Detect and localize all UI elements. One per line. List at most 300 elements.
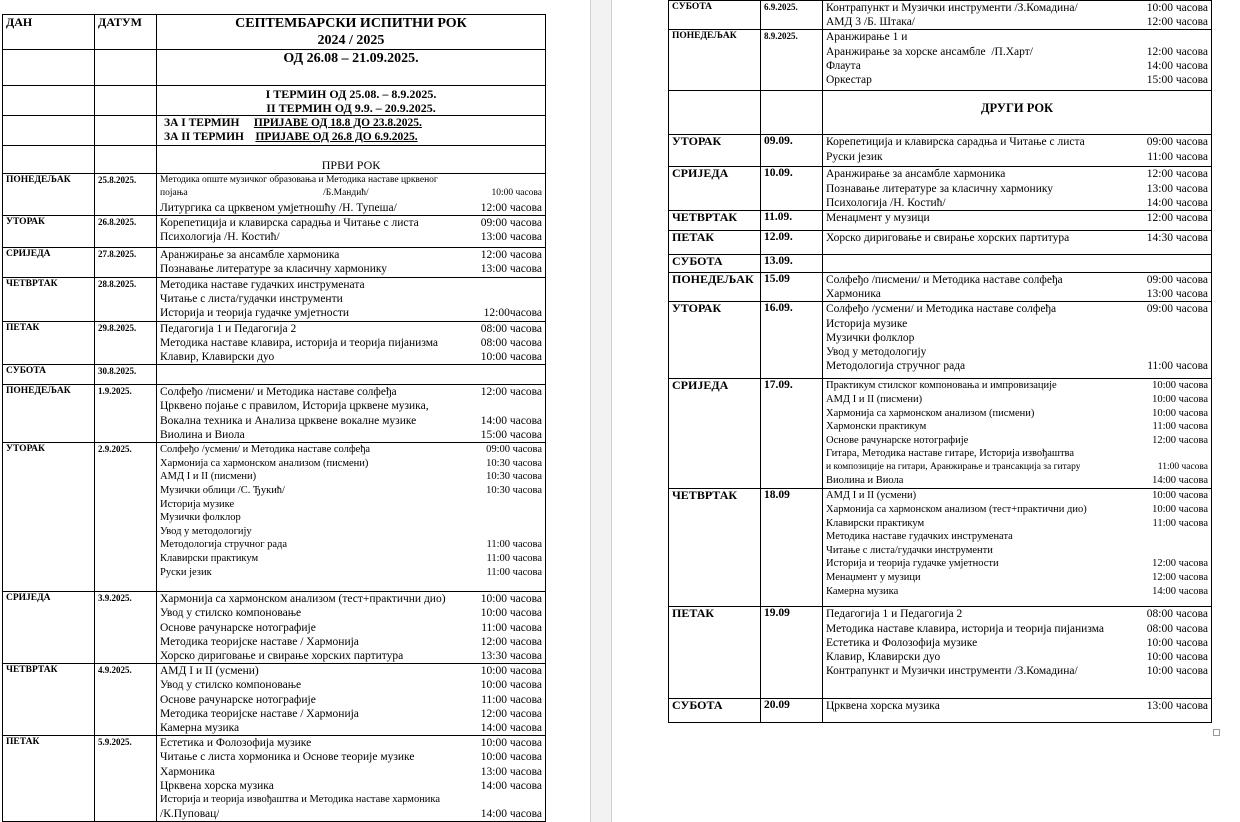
exams-cell xyxy=(157,592,546,664)
exam-time: 13:00 часова xyxy=(480,263,542,276)
exam-subject: Хармонски практикум xyxy=(826,421,927,433)
date-cell: 6.9.2025. xyxy=(761,1,823,30)
date-cell: 5.9.2025. xyxy=(95,736,157,822)
day-cell: ПЕТАК xyxy=(3,321,95,365)
day-cell: УТОРАК xyxy=(3,216,95,248)
exam-entry xyxy=(826,359,1208,373)
registration-term-1: ЗА I ТЕРМИН ПРИЈАВЕ ОД 18.8 ДО 23.8.2025. xyxy=(164,117,422,129)
exam-time: 10:00 часова xyxy=(1152,394,1208,406)
exam-subject: АМД I и II (писмени) xyxy=(826,394,923,406)
exam-entry xyxy=(160,414,542,428)
exam-entry xyxy=(826,59,1208,73)
exam-subject: АМД I и II (усмени) xyxy=(160,665,259,678)
date-cell: 19.09 xyxy=(761,607,823,699)
exam-entry xyxy=(160,693,542,707)
exam-entry xyxy=(160,621,542,635)
exam-entry xyxy=(160,385,542,399)
exam-time: 15:00 часова xyxy=(1146,74,1208,87)
date-cell: 2.9.2025. xyxy=(95,443,157,592)
exam-time: 11:00 часова xyxy=(486,552,542,564)
schedule-row xyxy=(669,302,1212,379)
exam-subject: Клавир, Клавирски дуо xyxy=(826,651,941,664)
exam-subject: Увод у методологију xyxy=(160,525,252,537)
exam-subject: Основе рачунарске нотографије xyxy=(160,621,316,634)
date-cell: 30.8.2025. xyxy=(95,365,157,385)
exam-time: 10:00 часова xyxy=(480,737,542,750)
exam-subject: Основе рачунарске нотографије xyxy=(160,693,316,706)
date-cell: 26.8.2025. xyxy=(95,216,157,248)
day-cell: ПОНЕДЕЉАК xyxy=(3,174,95,216)
exams-cell xyxy=(823,30,1212,91)
exam-entry xyxy=(826,434,1208,448)
exam-subject: Увод у стилско компоновање xyxy=(160,679,302,692)
exam-subject: Музички облици /С. Ђукић/ xyxy=(160,485,285,497)
date-cell: 20.09 xyxy=(761,699,823,723)
exam-time: 10:00 часова xyxy=(1146,651,1208,664)
exam-time: 12:00 часова xyxy=(480,707,542,720)
exam-time: 12:00часова xyxy=(483,307,542,320)
exam-entry xyxy=(160,606,542,620)
exam-entry xyxy=(826,196,1208,210)
schedule-row xyxy=(669,211,1212,231)
exam-time: 11:00 часова xyxy=(1147,150,1208,163)
exam-time: 12:00 часова xyxy=(1152,571,1208,583)
exam-time: 10:00 часова xyxy=(480,593,542,606)
exam-subject: Клавир, Клавирски дуо xyxy=(160,351,275,364)
exam-entry xyxy=(160,457,542,471)
exam-subject: Литургика са црквеном умјетношћу /Н. Тупеша/ xyxy=(160,201,397,214)
date-cell: 15.09 xyxy=(761,273,823,302)
exams-cell xyxy=(823,255,1212,273)
first-term-label: ПРВИ РОК xyxy=(321,158,381,172)
registration-term-2: ЗА II ТЕРМИН ПРИЈАВЕ ОД 26.8 ДО 6.9.2025. xyxy=(164,131,418,143)
exam-time: 13:30 часова xyxy=(480,650,542,663)
exam-subject: Историја и теорија гудачке умјетности xyxy=(826,558,999,570)
exam-entry xyxy=(160,721,542,735)
exam-entry xyxy=(826,273,1208,287)
exam-time: 12:00 часова xyxy=(480,201,542,214)
exam-entry xyxy=(160,350,542,364)
exam-subject: Хармонија са хармонском анализом (тест+практични дио) xyxy=(160,593,446,606)
exam-entry xyxy=(160,765,542,779)
date-cell: 16.09. xyxy=(761,302,823,379)
exam-subject: Црквена хорска музика xyxy=(160,779,274,792)
exams-cell xyxy=(823,302,1212,379)
day-cell: СРИЈЕДА xyxy=(669,167,761,211)
exam-subject: Естетика и Фолозофија музике xyxy=(160,737,312,750)
exam-subject: Методика теоријске наставе / Хармонија xyxy=(160,635,359,648)
column-header-day: ДАН xyxy=(3,15,95,50)
date-cell: 27.8.2025. xyxy=(95,248,157,278)
date-cell: 8.9.2025. xyxy=(761,30,823,91)
exam-time: 15:00 часова xyxy=(480,428,542,441)
academic-year: 2024 / 2025 xyxy=(317,33,385,48)
exam-time: 12:00 часова xyxy=(1152,558,1208,570)
exam-subject: Вокална техника и Анализа црквене вокалне музике xyxy=(160,414,417,427)
exam-entry xyxy=(160,807,542,821)
column-header-date: ДАТУМ xyxy=(95,15,157,50)
exam-entry xyxy=(826,407,1208,421)
exam-entry xyxy=(160,538,542,552)
exam-time: 09:00 часова xyxy=(480,217,542,230)
schedule-row xyxy=(669,231,1212,255)
exam-time: 09:00 часова xyxy=(486,444,542,456)
schedule-row xyxy=(669,489,1212,607)
exams-cell xyxy=(157,216,546,248)
exam-entry xyxy=(160,511,542,525)
term-2: II ТЕРМИН ОД 9.9. – 20.9.2025. xyxy=(266,101,436,115)
exam-time: 11:00 часова xyxy=(1147,360,1208,373)
exam-entry xyxy=(160,592,542,606)
exam-time: 14:00 часова xyxy=(1146,59,1208,72)
exam-subject: Контрапункт и Музички инструменти /З.Комадина/ xyxy=(826,665,1078,678)
schedule-row xyxy=(3,664,546,736)
exam-subject: Читање с листа/гудачки инструменти xyxy=(826,544,993,556)
exam-time: 14:00 часова xyxy=(1152,585,1208,597)
exam-time: 12:00 часова xyxy=(480,386,542,399)
document-title: СЕПТЕМБАРСКИ ИСПИТНИ РОК xyxy=(235,16,467,31)
exam-subject: Флаута xyxy=(826,59,861,72)
day-cell: ПОНЕДЕЉАК xyxy=(669,273,761,302)
date-cell: 1.9.2025. xyxy=(95,385,157,443)
exams-cell xyxy=(157,443,546,592)
exam-time: 08:00 часова xyxy=(1146,608,1208,621)
exam-subject: Руски језик xyxy=(826,150,883,163)
schedule-row xyxy=(669,167,1212,211)
exam-subject: АМД I и II (усмени) xyxy=(826,490,917,502)
exam-time: 10:00 часова xyxy=(491,188,542,199)
exam-subject: Корепетиција и клавирска сарадња и Читање с листа xyxy=(160,217,419,230)
exam-subject: Клавирски практикум xyxy=(160,552,259,564)
exam-entry xyxy=(826,211,1208,225)
exam-time: 12:00 часова xyxy=(480,635,542,648)
exam-subject: Солфеђо /усмени/ и Методика наставе солфеђа xyxy=(160,444,371,456)
exam-time: 14:00 часова xyxy=(480,779,542,792)
exam-time: 09:00 часова xyxy=(1146,303,1208,316)
exam-entry xyxy=(826,30,1208,44)
exam-time: 13:00 часова xyxy=(480,231,542,244)
exam-time: 10:00 часова xyxy=(1152,407,1208,419)
exam-subject: Камерна музика xyxy=(826,585,899,597)
day-cell: ЧЕТВРТАК xyxy=(669,211,761,231)
exams-cell xyxy=(823,699,1212,723)
exam-time: 14:00 часова xyxy=(480,414,542,427)
day-cell: ЧЕТВРТАК xyxy=(3,278,95,322)
exam-entry xyxy=(160,750,542,764)
exam-subject: Солфеђо /писмени/ и Методика наставе солфеђа xyxy=(160,386,397,399)
exam-subject: Виолина и Виола xyxy=(826,475,904,487)
exam-entry xyxy=(160,322,542,336)
exam-time: 09:00 часова xyxy=(1146,136,1208,149)
date-cell: 3.9.2025. xyxy=(95,592,157,664)
first-term-label-row xyxy=(3,146,546,174)
exams-cell xyxy=(823,211,1212,231)
exam-time: 12:00 часова xyxy=(1146,168,1208,181)
exam-entry xyxy=(160,566,542,580)
day-cell: УТОРАК xyxy=(3,443,95,592)
date-cell: 28.8.2025. xyxy=(95,278,157,322)
exam-entry xyxy=(826,503,1208,517)
schedule-row xyxy=(3,592,546,664)
exam-subject: Увод у методологију xyxy=(826,346,927,359)
exam-subject: Методологија стручног рада xyxy=(826,360,966,373)
exam-subject: Клавирски практикум xyxy=(826,517,925,529)
exam-time: 10:00 часова xyxy=(480,751,542,764)
day-cell: СРИЈЕДА xyxy=(3,248,95,278)
exam-entry xyxy=(826,420,1208,434)
exams-cell xyxy=(823,607,1212,699)
exam-time: 08:00 часова xyxy=(1146,622,1208,635)
exam-time: 14:00 часова xyxy=(480,722,542,735)
exam-time: 10:00 часова xyxy=(1146,665,1208,678)
exam-subject: Руски језик xyxy=(160,566,212,578)
day-cell: УТОРАК xyxy=(669,135,761,167)
exam-time: 11:00 часова xyxy=(486,539,542,551)
schedule-row xyxy=(3,365,546,385)
exam-time: 10:00 часова xyxy=(480,665,542,678)
exam-time: 10:30 часова xyxy=(486,457,542,469)
exams-cell xyxy=(157,664,546,736)
exam-entry xyxy=(160,649,542,663)
day-cell: СРИЈЕДА xyxy=(3,592,95,664)
exam-entry xyxy=(160,793,542,807)
document-page-left xyxy=(0,0,590,822)
exam-subject: Аранжирање за хорске ансамбле /П.Харт/ xyxy=(826,45,1033,58)
exam-time: 14:00 часова xyxy=(1146,196,1208,209)
exam-entry xyxy=(826,302,1208,316)
exam-time: 10:00 часова xyxy=(480,607,542,620)
exam-time: 10:00 часова xyxy=(480,679,542,692)
exam-entry xyxy=(160,779,542,793)
exam-entry xyxy=(160,230,542,244)
schedule-row xyxy=(669,255,1212,273)
exam-entry xyxy=(160,470,542,484)
second-term-label: ДРУГИ РОК xyxy=(980,101,1054,116)
exams-cell xyxy=(823,1,1212,30)
exam-subject: Основе рачунарске нотографије xyxy=(826,434,969,446)
exam-time: 12:00 часова xyxy=(1146,16,1208,29)
exams-cell xyxy=(823,489,1212,607)
schedule-row xyxy=(3,443,546,592)
exam-subject: АМД I и II (писмени) xyxy=(160,471,257,483)
schedule-row xyxy=(3,736,546,822)
exams-cell xyxy=(157,321,546,365)
exam-subject: Гитара, Методика наставе гитаре, Историја извођаштва xyxy=(826,448,1075,460)
exam-time: 08:00 часова xyxy=(480,322,542,335)
exam-entry xyxy=(160,664,542,678)
schedule-row xyxy=(3,385,546,443)
exam-subject: Историја и теорија гудачке умјетности xyxy=(160,307,350,320)
exam-subject: Хармонија са хармонском анализом (тест+практични дио) xyxy=(826,504,1087,516)
exam-subject: Естетика и Фолозофија музике xyxy=(826,636,978,649)
exam-entry xyxy=(160,484,542,498)
schedule-row xyxy=(669,273,1212,302)
exam-subject: /К.Пуповац/ xyxy=(160,807,220,820)
exam-entry xyxy=(826,664,1208,678)
exam-entry xyxy=(826,73,1208,87)
exams-cell xyxy=(157,278,546,322)
exams-cell xyxy=(823,231,1212,255)
schedule-row xyxy=(669,135,1212,167)
exam-time: 13:00 часова xyxy=(1146,700,1208,713)
exam-subject: Методика наставе гудачких инструмената xyxy=(826,531,1013,543)
header-row xyxy=(3,15,546,50)
exam-subject: Музички фолклор xyxy=(160,512,241,524)
exam-subject: Историја и теорија извођаштва и Методика наставе хармоника xyxy=(160,794,441,806)
exams-cell xyxy=(823,273,1212,302)
exam-time: 10:00 часова xyxy=(1146,2,1208,14)
schedule-table-left xyxy=(2,14,546,822)
exam-entry xyxy=(826,15,1208,29)
exam-entry xyxy=(160,292,542,306)
exam-period: ОД 26.08 – 21.09.2025. xyxy=(283,51,419,66)
day-cell: СРИЈЕДА xyxy=(669,379,761,489)
exam-entry xyxy=(826,345,1208,359)
exam-time: 10:00 часова xyxy=(1146,636,1208,649)
exam-subject: Читање с листа/гудачки инструменти xyxy=(160,293,343,306)
exam-entry xyxy=(160,174,542,187)
exam-time: 12:00 часова xyxy=(1152,434,1208,446)
exam-subject: Психологија /Н. Костић/ xyxy=(160,231,280,244)
exam-entry xyxy=(826,474,1208,488)
exams-cell xyxy=(157,248,546,278)
title-cell xyxy=(157,15,546,50)
exam-time: 10:00 часова xyxy=(1152,504,1208,516)
day-cell: СУБОТА xyxy=(669,255,761,273)
exam-subject: и композиције на гитари, Аранжирање и трансакција за гитару xyxy=(826,461,1081,472)
exam-time: 14:00 часова xyxy=(1152,475,1208,487)
exam-subject: Хорско дириговање и свирање хорских партитура xyxy=(160,650,404,663)
exam-time: 14:30 часова xyxy=(1146,232,1208,245)
exam-entry xyxy=(826,331,1208,345)
exam-time: 11:00 часова xyxy=(481,621,542,634)
day-cell: ПОНЕДЕЉАК xyxy=(669,30,761,91)
exam-subject: Солфеђо /писмени/ и Методика наставе солфеђа xyxy=(826,274,1063,287)
exams-cell xyxy=(823,135,1212,167)
exam-entry xyxy=(160,248,542,262)
exam-entry xyxy=(826,650,1208,664)
exam-entry xyxy=(160,736,542,750)
exam-subject: Солфеђо /усмени/ и Методика наставе солфеђа xyxy=(826,303,1057,316)
date-cell: 12.09. xyxy=(761,231,823,255)
schedule-row xyxy=(3,174,546,216)
exam-entry xyxy=(160,201,542,215)
exam-time: 08:00 часова xyxy=(480,336,542,349)
schedule-row xyxy=(669,30,1212,91)
exam-subject: Аранжирање за ансамбле хармоника xyxy=(160,249,340,262)
exam-entry xyxy=(826,489,1208,503)
day-cell: ЧЕТВРТАК xyxy=(3,664,95,736)
exam-time: 13:00 часова xyxy=(1146,288,1208,301)
day-cell: ПОНЕДЕЉАК xyxy=(3,385,95,443)
exam-entry xyxy=(160,187,542,200)
exam-entry xyxy=(160,443,542,457)
schedule-row xyxy=(669,379,1212,489)
exam-entry xyxy=(826,544,1208,558)
date-cell: 10.09. xyxy=(761,167,823,211)
exam-entry xyxy=(826,607,1208,621)
exam-subject: Методика наставе гудачких инструмената xyxy=(160,279,365,292)
exam-entry xyxy=(826,557,1208,571)
exam-subject: Педагогија 1 и Педагогија 2 xyxy=(160,322,297,335)
exam-subject: Хармонија са хармонском анализом (писмени) xyxy=(160,457,369,469)
schedule-row xyxy=(3,216,546,248)
exam-subject: појања /Б.Мандић/ xyxy=(160,188,369,199)
exam-time: 10:30 часова xyxy=(486,485,542,497)
exam-entry xyxy=(160,336,542,350)
day-cell: СУБОТА xyxy=(3,365,95,385)
exams-cell xyxy=(157,736,546,822)
second-term-label-row xyxy=(669,91,1212,135)
exam-subject: Педагогија 1 и Педагогија 2 xyxy=(826,608,963,621)
exam-entry xyxy=(826,699,1208,713)
exam-time: 11:00 часова xyxy=(481,693,542,706)
exam-time: 13:00 часова xyxy=(1146,182,1208,195)
exam-entry xyxy=(826,530,1208,544)
period-row xyxy=(3,50,546,86)
exam-time: 11:00 часова xyxy=(1152,517,1208,529)
exam-entry xyxy=(826,379,1208,393)
exam-subject: Читање с листа хормоника и Основе теорије музике xyxy=(160,751,415,764)
exams-cell xyxy=(823,167,1212,211)
exam-subject: Хармонија са хармонском анализом (писмени) xyxy=(826,407,1035,419)
exam-subject: Историја музике xyxy=(160,498,235,510)
date-cell: 29.8.2025. xyxy=(95,321,157,365)
exam-entry xyxy=(160,707,542,721)
exam-entry xyxy=(160,678,542,692)
exam-time: 14:00 часова xyxy=(480,807,542,820)
exams-cell xyxy=(157,174,546,216)
exam-time: 12:00 часова xyxy=(1146,45,1208,58)
schedule-row xyxy=(3,321,546,365)
exam-entry xyxy=(160,635,542,649)
exam-subject: Виолина и Виола xyxy=(160,428,245,441)
exams-cell xyxy=(157,385,546,443)
exam-entry xyxy=(826,461,1208,474)
exam-subject: Аранжирање за ансамбле хармоника xyxy=(826,168,1006,181)
exam-entry xyxy=(160,262,542,276)
exam-subject: Црквена хорска музика xyxy=(826,700,940,713)
exam-subject: Камерна музика xyxy=(160,722,240,735)
exam-subject: Хармоника xyxy=(160,765,215,778)
day-cell: ЧЕТВРТАК xyxy=(669,489,761,607)
table-resize-handle[interactable] xyxy=(1213,729,1220,736)
day-cell: ПЕТАК xyxy=(669,607,761,699)
registration-row xyxy=(3,116,546,146)
exam-subject: Оркестар xyxy=(826,74,872,87)
exam-entry xyxy=(826,585,1208,599)
exam-entry xyxy=(826,167,1208,181)
schedule-row xyxy=(3,278,546,322)
exam-subject: Методологија стручног рада xyxy=(160,539,288,551)
exam-subject: Менаџмент у музици xyxy=(826,571,921,583)
exam-entry xyxy=(826,447,1208,461)
exam-subject: АМД 3 /Б. Штака/ xyxy=(826,16,916,29)
exam-subject: Методика наставе клавира, историја и теорија пијанизма xyxy=(160,336,439,349)
exam-time: 11:00 часова xyxy=(486,566,542,578)
schedule-table-right xyxy=(668,0,1212,723)
exam-time: 10:00 часова xyxy=(1152,490,1208,502)
day-cell: ПЕТАК xyxy=(669,231,761,255)
exam-entry xyxy=(826,636,1208,650)
exam-entry xyxy=(826,571,1208,585)
page-gutter xyxy=(590,0,612,822)
exam-subject: Аранжирање 1 и xyxy=(826,31,908,44)
exam-subject: Црквено појање с правилом, Историја црквене музика, xyxy=(160,400,429,413)
exam-subject: Методика опште музичког образовања и Методика наставе црквеног xyxy=(160,175,438,185)
exam-entry xyxy=(826,517,1208,531)
date-cell: 13.09. xyxy=(761,255,823,273)
